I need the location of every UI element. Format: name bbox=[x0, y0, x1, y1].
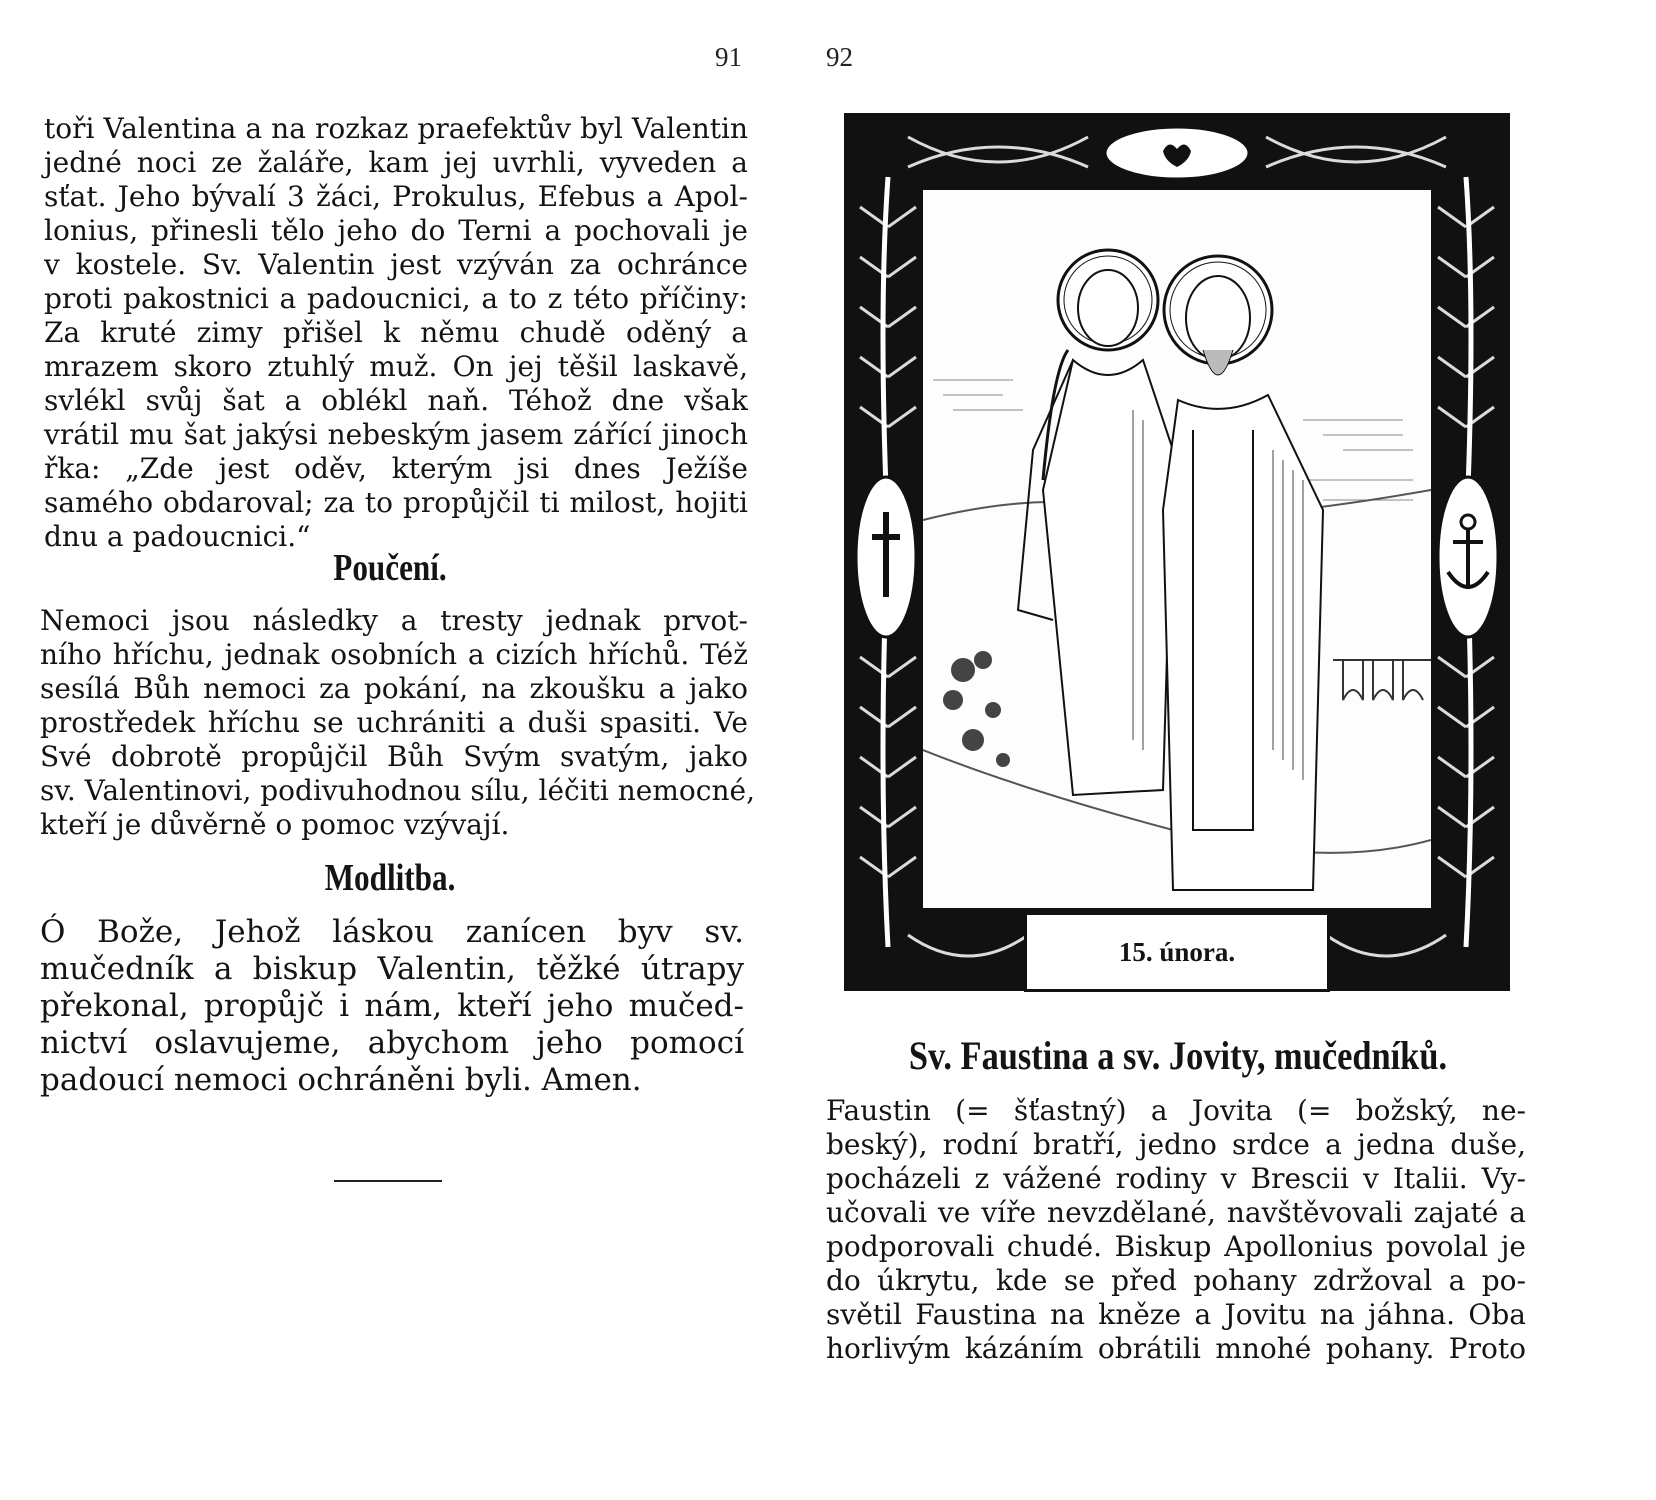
text-line: vrátil mu šat jakýsi nebeským jasem zářící jinoch bbox=[44, 418, 748, 451]
text-line: toři Valentina a na rozkaz praefektův byl Valentin bbox=[44, 112, 748, 145]
text-line: překonal, propůjč i nám, kteří jeho mučed- bbox=[40, 988, 744, 1024]
text-line: Za kruté zimy přišel k němu chudě oděný a bbox=[44, 316, 748, 349]
text-line: lonius, přinesli tělo jeho do Terni a pochovali je bbox=[44, 214, 748, 247]
saints-illustration bbox=[923, 190, 1431, 908]
text-line: horlivým kázáním obrátili mnohé pohany. Proto bbox=[826, 1332, 1526, 1365]
text-line: padoucí nemoci ochráněni byli. Amen. bbox=[40, 1062, 642, 1098]
text-line: samého obdaroval; za to propůjčil ti milost, hojiti bbox=[44, 486, 748, 519]
text-line: mučedník a biskup Valentin, těžké útrapy bbox=[40, 951, 744, 987]
text-line: kteří je důvěrně o pomoc vzývají. bbox=[40, 808, 510, 841]
text-line: světil Faustina na kněze a Jovitu na jáhna. Oba bbox=[826, 1298, 1526, 1331]
saints-engraving bbox=[920, 187, 1434, 911]
end-rule bbox=[334, 1180, 442, 1182]
right-page-number: 92 bbox=[826, 42, 853, 72]
text-line: podporovali chudé. Biskup Apollonius povolal je bbox=[826, 1230, 1526, 1263]
illustration-frame bbox=[844, 113, 1510, 991]
text-line: beský), rodní bratří, jedno srdce a jedna duše, bbox=[826, 1128, 1526, 1161]
text-line: řka: „Zde jest oděv, kterým jsi dnes Ježíše bbox=[44, 452, 748, 485]
saints-title: Sv. Faustina a sv. Jovity, mučedníků. bbox=[908, 1033, 1448, 1078]
text-line: Své dobrotě propůjčil Bůh Svým svatým, jako bbox=[40, 740, 748, 773]
text-line: učovali ve víře nevzdělané, navštěvovali zajaté a bbox=[826, 1196, 1526, 1229]
date-caption: 15. února. bbox=[1024, 912, 1330, 992]
text-line: proti pakostnici a padoucnici, a to z této příčiny: bbox=[44, 282, 748, 315]
saints-body-paragraph bbox=[826, 1094, 1526, 1366]
prayer-heading: Modlitba. bbox=[324, 857, 456, 899]
text-line: svlékl svůj šat a oblékl naň. Téhož dne však bbox=[44, 384, 748, 417]
text-line: sv. Valentinovi, podivuhodnou sílu, léčiti nemocné, bbox=[40, 774, 755, 807]
text-line: v kostele. Sv. Valentin jest vzýván za ochránce bbox=[44, 248, 748, 281]
text-line: Faustin (= šťastný) a Jovita (= božský, ne- bbox=[826, 1094, 1526, 1127]
text-line: Ó Bože, Jehož láskou zanícen byv sv. bbox=[40, 914, 744, 950]
text-line: jedné noci ze žaláře, kam jej uvrhli, vyveden a bbox=[44, 146, 748, 179]
instruction-paragraph bbox=[40, 604, 755, 842]
text-line: mrazem skoro ztuhlý muž. On jej těšil laskavě, bbox=[44, 350, 748, 383]
continuation-paragraph bbox=[44, 112, 748, 554]
text-line: sťat. Jeho bývalí 3 žáci, Prokulus, Efebus a Apol- bbox=[44, 180, 748, 213]
text-line: do úkrytu, kde se před pohany zdržoval a po- bbox=[826, 1264, 1526, 1297]
text-line: prostředek hříchu se uchrániti a duši spasiti. Ve bbox=[40, 706, 748, 739]
prayer-paragraph bbox=[40, 914, 744, 1099]
text-line: sesílá Bůh nemoci za pokání, na zkoušku a jako bbox=[40, 672, 748, 705]
left-page-number: 91 bbox=[715, 42, 742, 72]
text-line: pocházeli z vážené rodiny v Brescii v Italii. Vy- bbox=[826, 1162, 1526, 1195]
instruction-heading: Poučení. bbox=[333, 547, 447, 589]
text-line: Nemoci jsou následky a tresty jednak prvot- bbox=[40, 604, 748, 637]
text-line: ního hříchu, jednak osobních a cizích hříchů. Též bbox=[40, 638, 748, 671]
text-line: dnu a padoucnici.“ bbox=[44, 520, 311, 553]
text-line: nictví oslavujeme, abychom jeho pomocí bbox=[40, 1025, 744, 1061]
